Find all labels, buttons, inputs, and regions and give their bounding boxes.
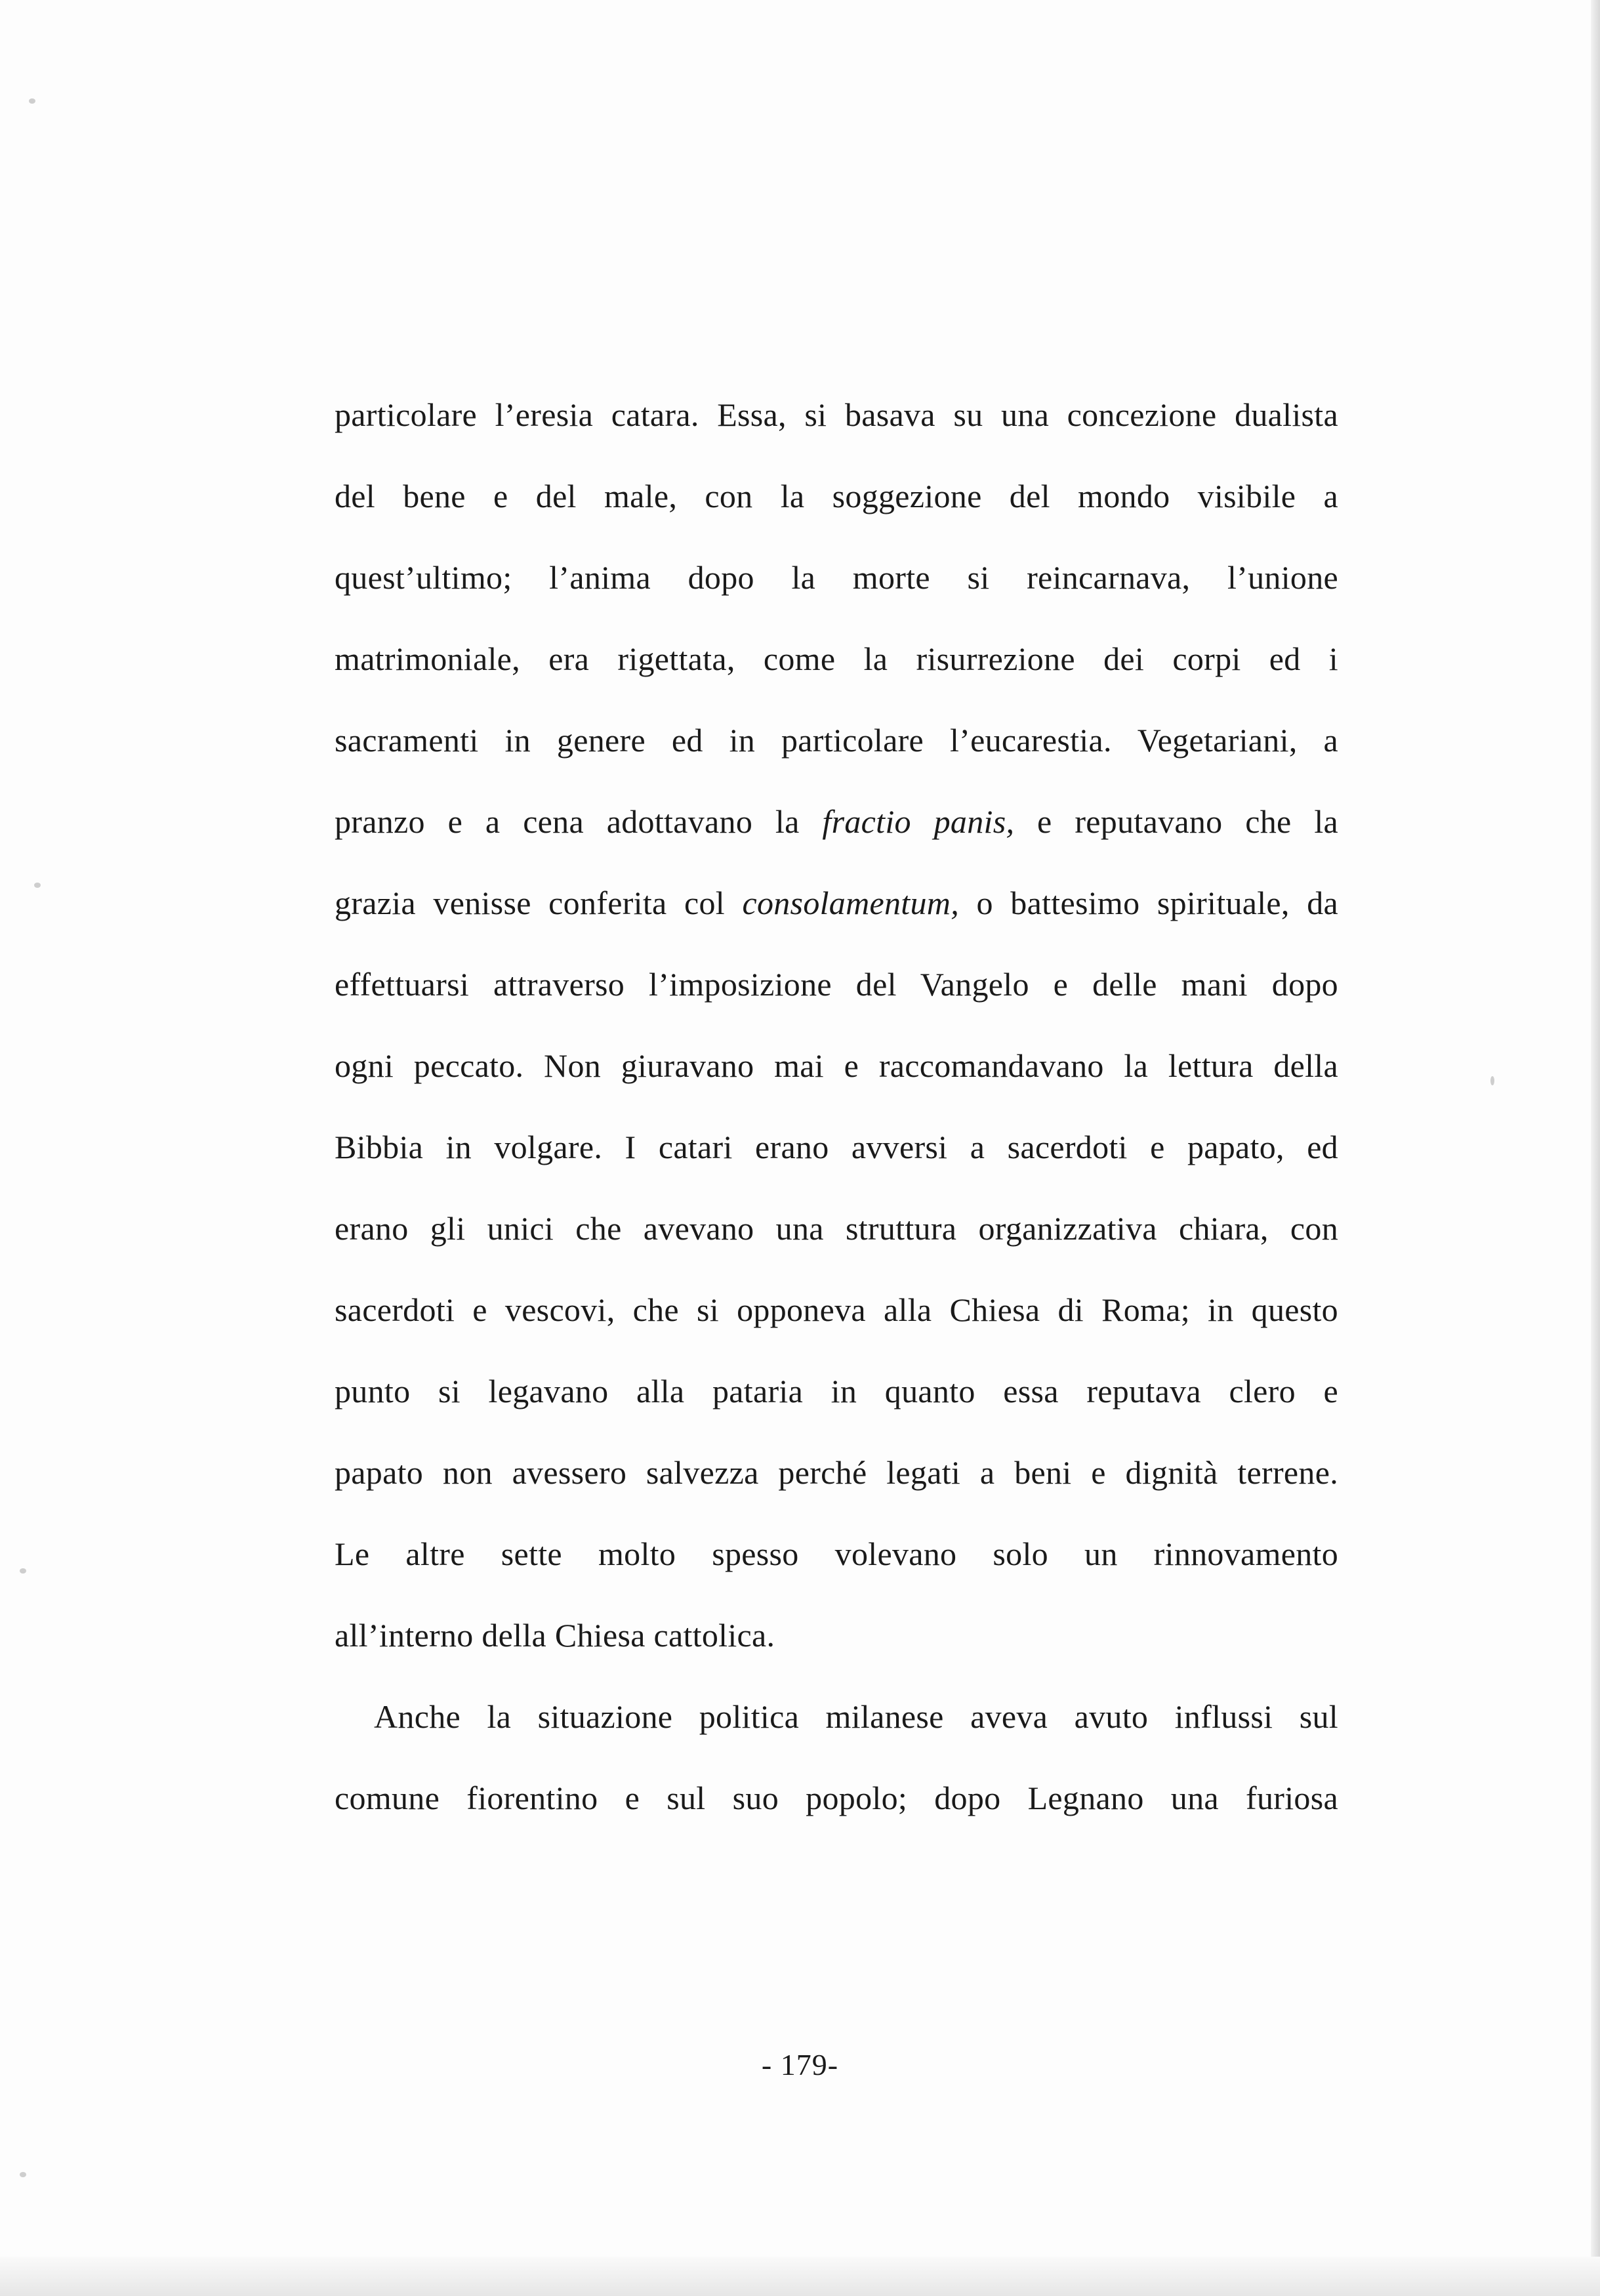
text-line-7-start: grazia venisse conferita col — [335, 885, 743, 921]
text-line-7 — [335, 862, 1338, 944]
text-line-3: quest’ultimo; l’anima dopo la morte si reincarnava, l’unione — [335, 559, 1338, 596]
text-line-5: sacramenti in genere ed in particolare l’eucarestia. Vegetariani, a — [335, 722, 1338, 759]
body-text — [335, 374, 1338, 1839]
text-line-10: Bibbia in volgare. I catari erano avversi a sacerdoti e papato, ed — [335, 1129, 1338, 1165]
text-line-1: particolare l’eresia catara. Essa, si basava su una concezione dualista — [335, 396, 1338, 433]
scan-edge-bottom — [0, 2257, 1600, 2296]
scan-speck — [1490, 1076, 1494, 1085]
italic-term-fractio-panis: fractio panis, — [822, 803, 1015, 840]
text-line-9: ogni peccato. Non giuravano mai e raccomandavano la lettura della — [335, 1047, 1338, 1084]
text-line-16: all’interno della Chiesa cattolica. — [335, 1617, 775, 1654]
text-line-13: punto si legavano alla pataria in quanto essa reputava clero e — [335, 1373, 1338, 1409]
text-line-14: papato non avessero salvezza perché legati a beni e dignità terrene. — [335, 1454, 1338, 1491]
text-line-4: matrimoniale, era rigettata, come la risurrezione dei corpi ed i — [335, 640, 1338, 677]
text-line-8: effettuarsi attraverso l’imposizione del Vangelo e delle mani dopo — [335, 966, 1338, 1003]
italic-term-consolamentum: consolamentum, — [742, 885, 960, 921]
scan-speck — [29, 98, 35, 104]
text-line-12: sacerdoti e vescovi, che si opponeva alla Chiesa di Roma; in questo — [335, 1291, 1338, 1328]
text-line-11: erano gli unici che avevano una struttura organizzativa chiara, con — [335, 1210, 1338, 1247]
scan-speck — [20, 2172, 26, 2177]
text-line-6-end: e reputavano che la — [1014, 803, 1339, 840]
text-line-15: Le altre sette molto spesso volevano solo un rinnovamento — [335, 1535, 1338, 1572]
text-line-2: del bene e del male, con la soggezione del mondo visibile a — [335, 478, 1338, 514]
scan-speck — [20, 1568, 26, 1574]
text-line-7-end: o battesimo spirituale, da — [959, 885, 1338, 921]
page-number: - 179- — [761, 2048, 839, 2081]
scan-edge-right — [1591, 0, 1600, 2296]
text-line-17: Anche la situazione politica milanese aveva avuto influssi sul — [374, 1698, 1338, 1735]
text-line-6 — [335, 781, 1338, 862]
text-line-6-start: pranzo e a cena adottavano la — [335, 803, 823, 840]
scan-speck — [34, 883, 41, 888]
text-line-18: comune fiorentino e sul suo popolo; dopo Legnano una furiosa — [335, 1780, 1338, 1816]
